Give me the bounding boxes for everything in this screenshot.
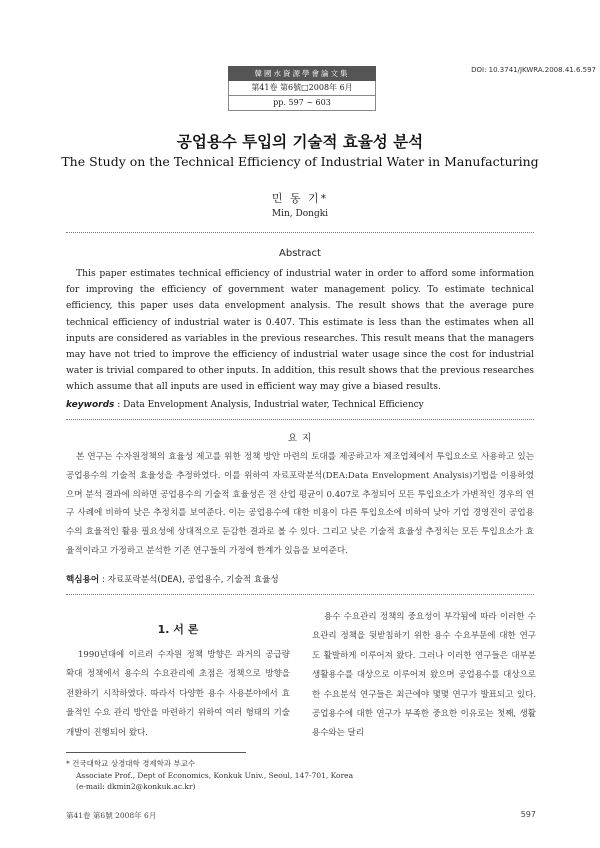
abstract-heading: Abstract (279, 248, 321, 259)
abstract-text (66, 266, 534, 396)
doi: DOI: 10.3741/JKWRA.2008.41.6.597 (471, 66, 596, 74)
journal-volume: 第41卷 第6號□2008年 6月 (228, 81, 376, 96)
summary-korean (66, 448, 534, 561)
keywords-text: Data Envelopment Analysis, Industrial water, Technical Efficiency (123, 400, 424, 410)
keywords-korean-text: 자료포락분석(DEA), 공업용수, 기술적 효율성 (107, 575, 279, 585)
keywords-separator: : (114, 400, 124, 410)
footnote-affiliation-english: Associate Prof., Dept of Economics, Konkuk Univ., Seoul, 147-701, Korea (76, 770, 354, 780)
keywords-korean (66, 573, 534, 585)
section-title: 1. 서 론 (157, 623, 199, 636)
title-english: The Study on the Technical Efficiency of Industrial Water in Manufacturing (61, 154, 539, 169)
author-english: Min, Dongki (271, 209, 329, 219)
divider (66, 594, 534, 595)
keywords-label: keywords (66, 400, 115, 410)
footnote-affiliation-korean: * 건국대학교 상경대학 경제학과 부교수 (66, 759, 196, 768)
divider (66, 419, 534, 420)
journal-info-box (228, 66, 376, 111)
keywords (66, 400, 534, 410)
footer-issue: 第41卷 第6號 2008年 6月 (66, 811, 157, 820)
body-right-column: 용수 수요관리 정책의 중요성이 부각됨에 따라 이러한 수요관리 정책을 뒷받침하기 위한 용수 수요부문에 대한 연구도 활발하게 이루어져 왔다. 그러나 이러한 연구들은 대부분 생활용수를 대상으로 이루어져 왔으며 공업용수를 대상으로 한 수요분석 연구들은 최근에야 몇몇 연구가 발표되고 있다. 공업용수에 대한 연구가 부족한 중요한 이유로는 첫째, 생활용수와는 달리 (312, 612, 536, 739)
author-korean: 민 동 기* (271, 192, 329, 205)
journal-name: 韓國水資源學會論文集 (228, 66, 376, 81)
divider (66, 232, 534, 233)
keywords-korean-separator: : (99, 575, 108, 585)
journal-pages: pp. 597 ~ 603 (228, 96, 376, 111)
footnote-rule (66, 752, 246, 753)
abstract-paragraph: This paper estimates technical efficiency of industrial water in order to afford some information for improving the efficiency of government water management policy. To estimate technical efficiency, this paper uses data envelopment analysis. The result shows that the average pure technical efficiency of industrial water is 0.407. This estimate is less than the estimates when all inputs are considered as variables in the previous researches. This result means that the managers may have not tried to improve the efficiency of industrial water usage since the cost for industrial water is trivial compared to other inputs. In addition, this result shows that the previous researches which assume that all inputs are used in efficient way may give a biased results. (66, 268, 534, 393)
summary-heading: 요 지 (287, 433, 313, 444)
footnote-email: (e-mail: dkmin2@konkuk.ac.kr) (76, 782, 196, 791)
footnote (66, 758, 366, 793)
page-number: 597 (520, 810, 536, 819)
keywords-korean-label: 핵심용어 (66, 575, 100, 585)
body-left-column: 1990년대에 이르러 수자원 정책 방향은 과거의 공급량 확대 정책에서 용수의 수요관리에 초점은 정책으로 방향을 전환하기 시작하였다. 따라서 다양한 용수 사용분야에서 효율적인 수요 관리 방안을 마련하기 위하여 여러 형태의 기술개발이 진행되어 왔다. (66, 650, 290, 738)
summary-paragraph: 본 연구는 수자원정책의 효율성 제고를 위한 정책 방안 마련의 토대를 제공하고자 제조업체에서 투입요소로 사용하고 있는 공업용수의 기술적 효율성을 추정하였다. 이를 위하여 자료포락분석(DEA:Data Envelopment Analysis)기법을 이용하였으며 분석 결과에 의하면 공업용수의 기술적 효율성은 전 산업 평균이 0.407로 추정되어 모든 투입요소가 가변적인 경우의 연구 사례에 비하여 낮은 추정치를 보여준다. 이는 공업용수에 대한 비용이 다른 투입요소에 비하여 낮아 기업 경영진이 공업용수의 효율적인 활용 필요성에 상대적으로 둔감한 결과로 볼 수 있다. 그리고 낮은 기술적 효율성 추정치는 모든 투입요소가 효율적이라고 가정하고 분석한 기존 연구들의 가정에 한계가 있음을 보여준다. (66, 452, 534, 556)
title-korean: 공업용수 투입의 기술적 효율성 분석 (176, 133, 424, 151)
